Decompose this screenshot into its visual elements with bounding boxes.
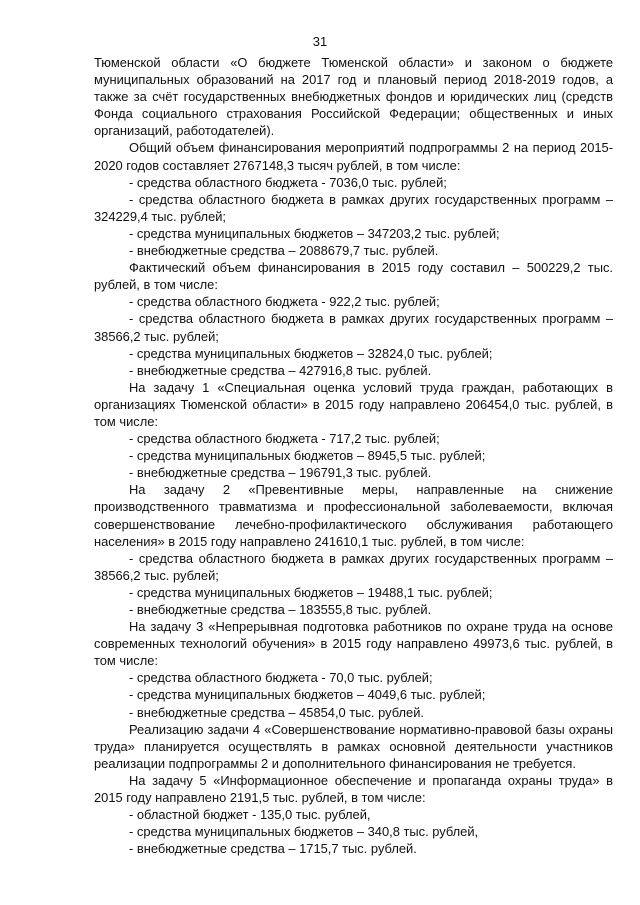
paragraph: На задачу 3 «Непрерывная подготовка работников по охране труда на основе современных технологий обучения» в 2015 году направлено 49973,6 тыс. рублей, в том числе: <box>94 619 613 669</box>
list-item: - средства областного бюджета - 7036,0 тыс. рублей; <box>129 174 447 190</box>
list-item: - средства муниципальных бюджетов – 347203,2 тыс. рублей; <box>129 225 500 241</box>
list-item: - средства областного бюджета - 922,2 тыс. рублей; <box>129 294 440 310</box>
list-item: - средства муниципальных бюджетов – 340,8 тыс. рублей, <box>129 824 479 840</box>
list-item: - средства областного бюджета в рамках других государственных программ – 38566,2 тыс. рублей; <box>94 550 613 583</box>
list-item: - внебюджетные средства – 183555,8 тыс. рублей. <box>129 602 432 617</box>
list-item: - средства муниципальных бюджетов – 32824,0 тыс. рублей; <box>129 345 493 361</box>
list-item: - внебюджетные средства – 196791,3 тыс. рублей. <box>129 465 432 481</box>
paragraph: Фактический объем финансирования в 2015 году составил – 500229,2 тыс. рублей, в том числе: <box>94 260 613 293</box>
page-number: 31 <box>312 34 328 49</box>
paragraph: На задачу 1 «Специальная оценка условий труда граждан, работающих в организациях Тюменской области» в 2015 году направлено 206454,0 тыс. рублей, в том числе: <box>94 379 613 429</box>
paragraph: На задачу 5 «Информационное обеспечение и пропаганда охраны труда» в 2015 году направлено 2191,5 тыс. рублей, в том числе: <box>94 772 613 806</box>
list-item: - средства областного бюджета в рамках других государственных программ – 324229,4 тыс. рублей; <box>94 191 613 224</box>
list-item: - средства муниципальных бюджетов – 4049,6 тыс. рублей; <box>129 687 486 703</box>
list-item: - внебюджетные средства – 1715,7 тыс. рублей. <box>129 841 417 857</box>
document-body <box>94 54 613 857</box>
paragraph: Тюменской области «О бюджете Тюменской области» и законом о бюджете муниципальных образований на 2017 год и плановый период 2018-2019 годов, а также за счёт государственных внебюджетных фондов и юридических лиц (средств Фонда социального страхования Российской Федерации; общественных и иных организаций, работодателей). <box>94 55 613 139</box>
list-item: - средства областного бюджета в рамках других государственных программ – 38566,2 тыс. рублей; <box>94 311 613 344</box>
paragraph: Общий объем финансирования мероприятий подпрограммы 2 на период 2015-2020 годов составляет 2767148,3 тысяч рублей, в том числе: <box>94 140 613 173</box>
list-item: - средства муниципальных бюджетов – 19488,1 тыс. рублей; <box>129 584 493 600</box>
list-item: - областной бюджет - 135,0 тыс. рублей, <box>129 807 371 823</box>
list-item: - внебюджетные средства – 2088679,7 тыс. рублей. <box>129 243 439 259</box>
list-item: - средства муниципальных бюджетов – 8945,5 тыс. рублей; <box>129 448 486 464</box>
list-item: - внебюджетные средства – 427916,8 тыс. рублей. <box>129 362 432 378</box>
list-item: - средства областного бюджета - 70,0 тыс. рублей; <box>129 670 433 686</box>
paragraph: На задачу 2 «Превентивные меры, направленные на снижение производственного травматизма и профессиональной заболеваемости, включая совершенствование лечебно-профилактического обслуживания работающего населения» в 2015 году направлено 241610,1 тыс. рублей, в том числе: <box>94 482 613 549</box>
list-item: - средства областного бюджета - 717,2 тыс. рублей; <box>129 431 440 447</box>
paragraph: Реализацию задачи 4 «Совершенствование нормативно-правовой базы охраны труда» планируется осуществлять в рамках основной деятельности участников реализации подпрограммы 2 и дополнительного финансирования не требуется. <box>94 721 613 771</box>
list-item: - внебюджетные средства – 45854,0 тыс. рублей. <box>129 704 424 720</box>
